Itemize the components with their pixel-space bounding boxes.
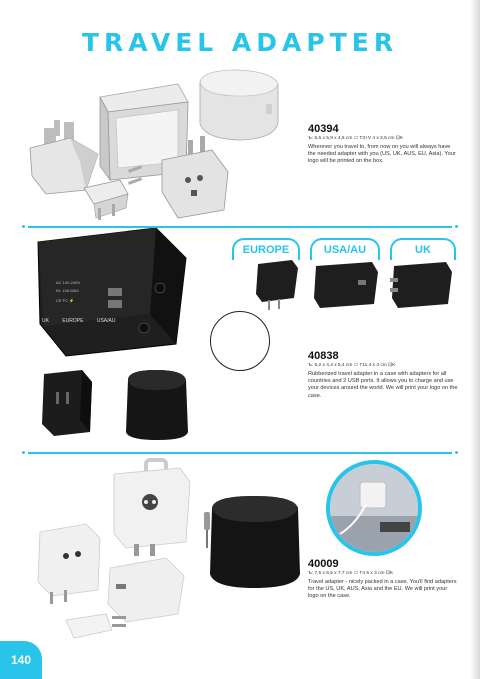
product-description: Wherever you travel to, from now on you will always have the needed adapter with you (US, UK, AUS, EU, Asia). Your logo will be printed on the box. xyxy=(308,144,456,165)
region-adapters-image xyxy=(232,258,454,312)
svg-text:CE FC ⚡: CE FC ⚡ xyxy=(56,298,75,303)
black-case xyxy=(126,370,188,440)
white-eu-plug xyxy=(66,614,126,638)
europe-mode-adapter xyxy=(256,260,298,310)
black-zip-case-image xyxy=(202,492,306,592)
svg-text:AC 100-240V: AC 100-240V xyxy=(56,280,81,285)
product-code: 40394 xyxy=(308,123,339,135)
adapter-in-socket-photo xyxy=(330,464,418,552)
product-code: 40838 xyxy=(308,350,339,362)
product-block-40838 xyxy=(308,350,458,400)
white-adapter-set-image xyxy=(28,62,308,222)
page-title: TRAVEL ADAPTER xyxy=(81,28,399,57)
product-description: Rubberized travel adapter in a case with adapters for all countries and 2 USB ports. It allows you to charge and use your devices around the world. We will print your logo on the case. xyxy=(308,371,458,399)
usa-au-mode-adapter xyxy=(314,262,378,308)
product-block-40394 xyxy=(308,123,458,166)
white-travel-adapters-image xyxy=(30,458,210,648)
page-edge-shadow xyxy=(470,0,480,679)
slider-label-usa-au: USA/AU xyxy=(96,318,116,324)
svg-text:IN: 10A MAX: IN: 10A MAX xyxy=(56,288,79,293)
region-tab-europe: EUROPE xyxy=(232,238,300,260)
black-adapter-small xyxy=(42,370,92,436)
uk-plug-adapter xyxy=(30,120,98,194)
product-code: 40009 xyxy=(308,558,339,570)
region-tab-uk: UK xyxy=(390,238,456,260)
product-description: Travel adapter - nicely packed in a case. You'll find adapters for the US, UK, AUS, Asia and the EU. We will print your logo on the case. xyxy=(308,579,457,600)
white-adapter-uk-usb xyxy=(108,544,184,622)
universal-white-adapter-top xyxy=(114,460,190,548)
product-block-40009 xyxy=(308,558,458,601)
uk-mode-adapter xyxy=(390,262,452,308)
page-number: 140 xyxy=(0,641,42,679)
product-specs: Ъ: 6,2 x 4,4 x 5,4 cm ▭ T11 4 x 3 cm ⊡K xyxy=(308,363,396,368)
product-specs: Ъ: 7,5 x 6,5 x 7,7 cm ▭ T4 5 x 3 cm ⊡K xyxy=(308,571,394,576)
closed-box xyxy=(200,70,278,140)
section-divider xyxy=(28,452,452,454)
product-specs: Ъ: 6,5 x 5,9 x 4,6 cm ▭ T3+V 4 x 2,5 cm ⊡K xyxy=(308,136,404,141)
white-adapter-left xyxy=(38,524,100,604)
region-tab-usa-au: USA/AU xyxy=(310,238,380,260)
logo-placeholder-circle xyxy=(210,311,270,371)
in-use-photo-circle xyxy=(326,460,422,556)
slider-label-europe: EUROPE xyxy=(62,318,84,324)
adapter-slider-labels xyxy=(42,318,182,324)
black-adapter-case-image xyxy=(36,362,196,442)
slider-label-uk: UK xyxy=(42,318,49,324)
black-adapter-image xyxy=(26,228,216,358)
